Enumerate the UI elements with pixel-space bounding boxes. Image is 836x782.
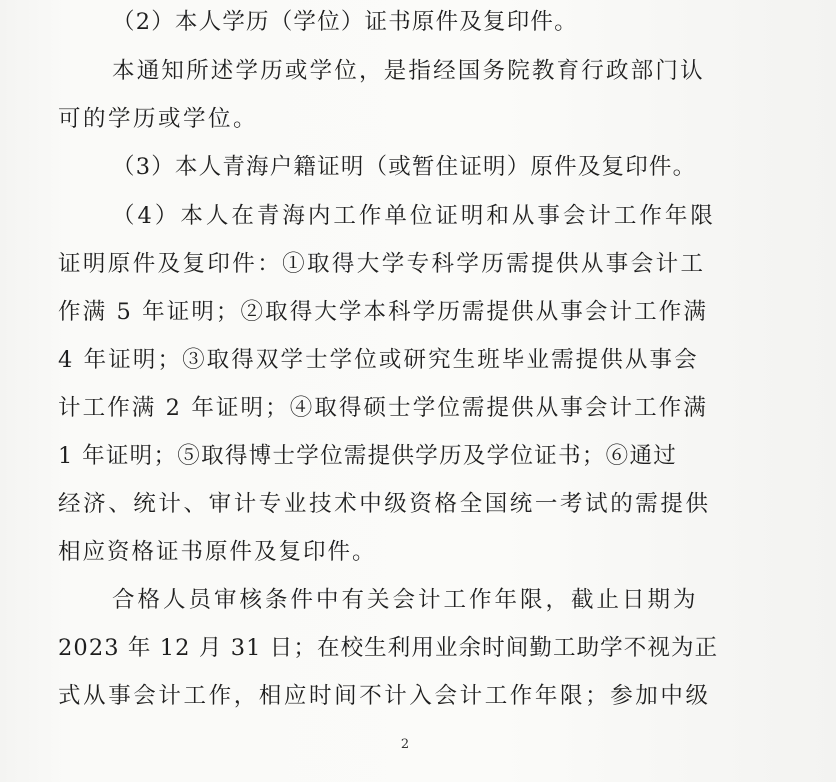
text-line-14: 2023 年 12 月 31 日；在校生利用业余时间勤工助学不视为正 [58, 635, 719, 661]
page-number: 2 [400, 737, 410, 752]
text-line-12: 相应资格证书原件及复印件。 [58, 539, 377, 565]
text-line-8: 4 年证明；③取得双学士学位或研究生班毕业需提供从事会 [58, 347, 699, 373]
text-line-4: （3）本人青海户籍证明（或暂住证明）原件及复印件。 [112, 154, 697, 180]
text-line-15: 式从事会计工作，相应时间不计入会计工作年限；参加中级 [58, 683, 711, 709]
text-line-13: 合格人员审核条件中有关会计工作年限，截止日期为 [112, 587, 699, 613]
text-line-7: 作满 5 年证明；②取得大学本科学历需提供从事会计工作满 [58, 299, 708, 325]
text-line-11: 经济、统计、审计专业技术中级资格全国统一考试的需提供 [58, 491, 711, 517]
text-line-2: 本通知所述学历或学位，是指经国务院教育行政部门认 [112, 58, 705, 84]
text-line-5: （4）本人在青海内工作单位证明和从事会计工作年限 [112, 203, 716, 229]
text-line-6: 证明原件及复印件：①取得大学专科学历需提供从事会计工 [58, 251, 706, 277]
text-line-3: 可的学历或学位。 [58, 106, 259, 132]
text-line-10: 1 年证明；⑤取得博士学位需提供学历及学位证书；⑥通过 [58, 443, 678, 469]
text-line-1: （2）本人学历（学位）证书原件及复印件。 [112, 9, 578, 35]
text-line-9: 计工作满 2 年证明；④取得硕士学位需提供从事会计工作满 [58, 395, 708, 421]
